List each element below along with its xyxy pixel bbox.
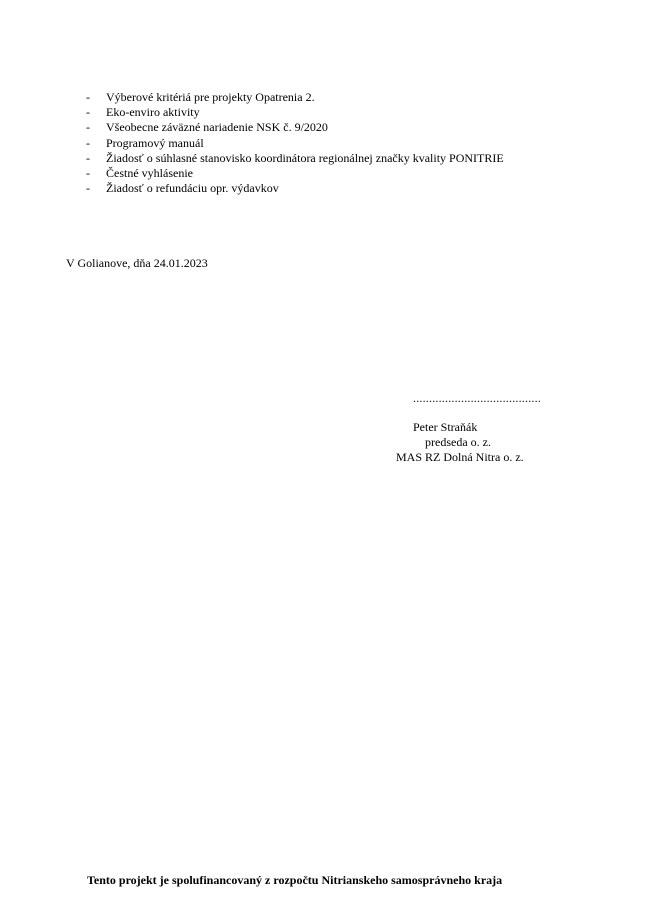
list-bullet: - (86, 150, 90, 165)
list-bullet: - (86, 90, 90, 104)
list-item-text: Výberové kritériá pre projekty Opatrenia 2. (106, 90, 315, 104)
signer-organization: MAS RZ Dolná Nitra o. z. (396, 450, 524, 464)
signer-role: predseda o. z. (425, 435, 491, 449)
list-item-text: Eko-enviro aktivity (106, 105, 200, 120)
list-bullet: - (86, 105, 90, 120)
list-item-text: Čestné vyhlásenie (106, 165, 193, 180)
signer-name: Peter Straňák (413, 420, 478, 434)
list-bullet: - (86, 135, 90, 150)
list-bullet: - (86, 181, 90, 196)
list-bullet: - (86, 165, 90, 180)
list-bullet: - (86, 120, 90, 135)
list-item-text: Všeobecne záväzné nariadenie NSK č. 9/2020 (106, 120, 328, 135)
signature-line: ........................................ (413, 391, 541, 405)
list-item-text: Žiadosť o súhlasné stanovisko koordinátora regionálnej značky kvality PONITRIE (106, 150, 504, 165)
list-item-text: Žiadosť o refundáciu opr. výdavkov (106, 181, 279, 196)
place-and-date: V Golianove, dňa 24.01.2023 (66, 256, 208, 270)
footer-funding-note: Tento projekt je spolufinancovaný z rozpočtu Nitrianskeho samosprávneho kraja (87, 873, 503, 887)
list-item-text: Programový manuál (106, 135, 204, 150)
